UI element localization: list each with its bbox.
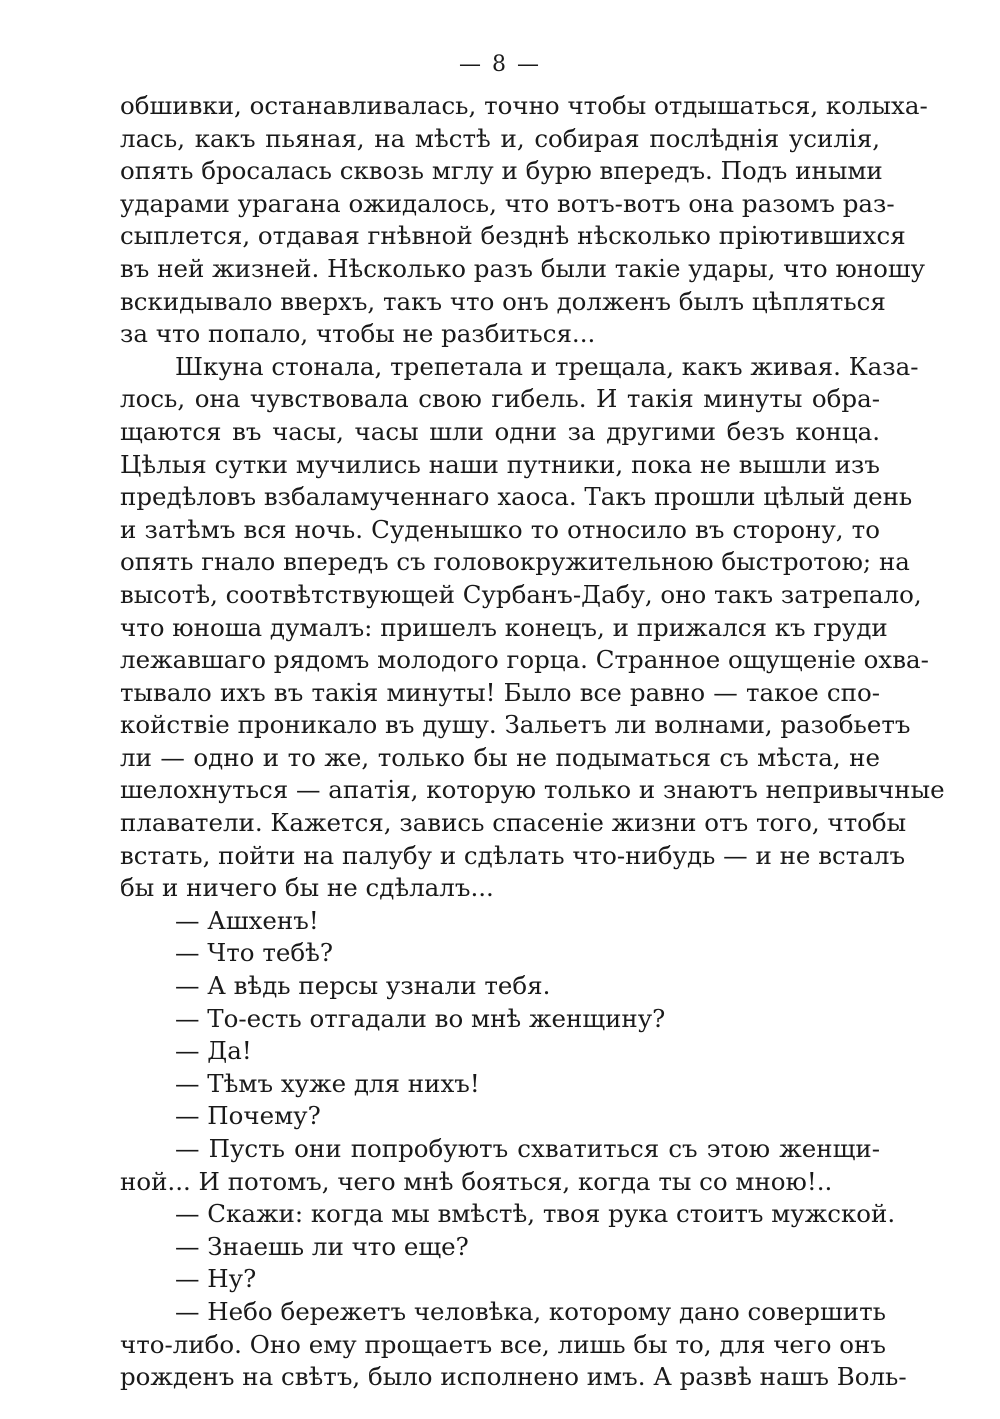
text-line: и затѣмъ вся ночь. Суденышко то относило въ сторону, то xyxy=(120,514,880,544)
text-line: встать, пойти на палубу и сдѣлать что-нибудь — и не всталъ xyxy=(120,840,906,870)
text-line: вскидывало вверхъ, такъ что онъ долженъ былъ цѣпляться xyxy=(120,286,886,316)
text-line: — Ну? xyxy=(175,1264,257,1294)
text-line: — Пусть они попробуютъ схватиться съ этою женщи- xyxy=(175,1134,880,1163)
text-line: тывало ихъ въ такія минуты! Было все равно — такое спо- xyxy=(120,677,880,707)
text-line: сыплется, отдавая гнѣвной безднѣ нѣсколько пріютившихся xyxy=(120,221,906,251)
text-line: обшивки, останавливалась, точно чтобы отдышаться, колыха- xyxy=(120,91,928,120)
text-line: Цѣлыя сутки мучились наши путники, пока не вышли изъ xyxy=(120,449,880,479)
text-line: за что попало, чтобы не разбиться... xyxy=(120,319,596,349)
text-line: шелохнуться — апатія, которую только и знаютъ непривычные xyxy=(120,775,945,805)
text-line: — Небо бережетъ человѣка, которому дано совершить xyxy=(175,1296,886,1326)
page-number: — 8 — xyxy=(459,52,541,77)
text-line: — Знаешь ли что еще? xyxy=(175,1231,469,1261)
text-line: предѣловъ взбаламученнаго хаоса. Такъ прошли цѣлый день xyxy=(120,482,913,512)
text-line: лежавшаго рядомъ молодого горца. Странное ощущеніе охва- xyxy=(120,645,929,675)
text-line: плаватели. Кажется, завись спасеніе жизни отъ того, чтобы xyxy=(120,808,907,838)
text-line: — Что тебѣ? xyxy=(175,938,334,968)
text-line: — Ашхенъ! xyxy=(175,905,319,935)
text-line: лось, она чувствовала свою гибель. И такія минуты обра- xyxy=(120,384,880,414)
text-line: что-либо. Оно ему прощаетъ все, лишь бы то, для чего онъ xyxy=(120,1329,886,1359)
text-line: — А вѣдь персы узнали тебя. xyxy=(175,971,551,1001)
text-line: щаются въ часы, часы шли одни за другими безъ конца. xyxy=(120,416,880,446)
text-line: опять бросалась сквозь мглу и бурю впередъ. Подъ иными xyxy=(120,156,883,186)
page-text xyxy=(120,90,945,1394)
text-line: бы и ничего бы не сдѣлалъ... xyxy=(120,873,494,903)
text-line: койствіе проникало въ душу. Зальетъ ли волнами, разобьетъ xyxy=(120,710,911,740)
text-line: Шкуна стонала, трепетала и трещала, какъ живая. Каза- xyxy=(175,351,919,381)
text-line: — Тѣмъ хуже для нихъ! xyxy=(175,1068,480,1098)
text-line: лась, какъ пьяная, на мѣстѣ и, собирая послѣднія усилія, xyxy=(120,123,880,153)
text-line: — Почему? xyxy=(175,1101,321,1131)
text-line: что юноша думалъ: пришелъ конецъ, и прижался къ груди xyxy=(120,612,888,642)
text-line: — Скажи: когда мы вмѣстѣ, твоя рука стоитъ мужской. xyxy=(175,1199,896,1229)
text-line: въ ней жизней. Нѣсколько разъ были такіе удары, что юношу xyxy=(120,253,926,283)
text-line: ли — одно и то же, только бы не подыматься съ мѣста, не xyxy=(120,742,880,772)
text-line: — То-есть отгадали во мнѣ женщину? xyxy=(175,1003,666,1033)
text-line: — Да! xyxy=(175,1036,252,1066)
text-line: рожденъ на свѣтъ, было исполнено имъ. А развѣ нашъ Воль- xyxy=(120,1362,907,1392)
text-line: ударами урагана ожидалось, что вотъ-вотъ она разомъ раз- xyxy=(120,188,895,218)
text-line: опять гнало впередъ съ головокружительною быстротою; на xyxy=(120,547,910,577)
text-line: ной... И потомъ, чего мнѣ бояться, когда ты со мною!.. xyxy=(120,1166,833,1196)
text-line: высотѣ, соотвѣтствующей Сурбанъ-Дабу, оно такъ затрепало, xyxy=(120,579,922,609)
